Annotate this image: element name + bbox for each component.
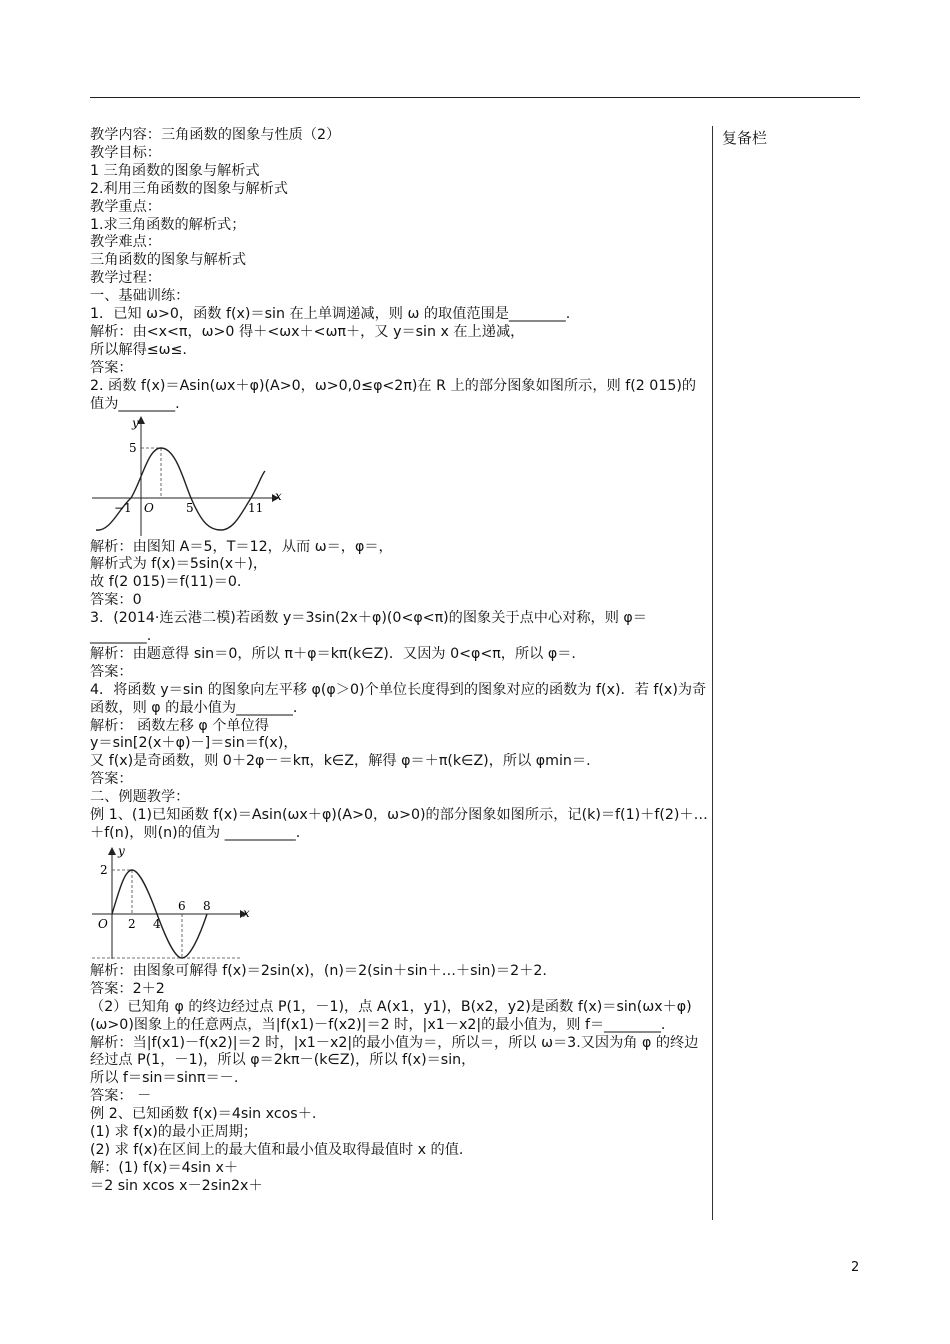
- example-1-answer: 答案：2＋2: [90, 980, 165, 997]
- x-axis-label: x: [275, 488, 282, 503]
- tick-5: 5: [186, 500, 194, 515]
- y-axis-arrow: [108, 847, 116, 855]
- tick-11: 11: [248, 500, 264, 515]
- example-2-question-1: (1) 求 f(x)的最小正周期；: [90, 1124, 258, 1141]
- sine-graph-figure-2: [90, 843, 260, 963]
- problem-3: 3．(2014·连云港二模)若函数 y＝3sin(2x＋φ)(0<φ<π)的图象关于点中心对称，则 φ＝________.: [90, 610, 647, 645]
- example-1-part-2: （2）已知角 φ 的终边经过点 P(1，－1)，点 A(x1，y1)，B(x2，y2)是函数 f(x)＝sin(ωx＋φ)(ω>0)图象上的任意两点，当|f(x1)－f(x2)|＝2 时，|x1－x2|的最小值为，则 f＝________.: [90, 998, 692, 1033]
- key-point-1: 1.求三角函数的解析式；: [90, 216, 246, 233]
- problem-2-answer: 答案：0: [90, 592, 142, 609]
- tick-neg1: −1: [114, 500, 132, 515]
- problem-4-answer: 答案：: [90, 771, 133, 788]
- lesson-content: [90, 127, 708, 1196]
- example-2: 例 2、已知函数 f(x)＝4sin xcos＋.: [90, 1106, 317, 1123]
- key-points-heading: 教学重点：: [90, 198, 161, 215]
- problem-2-solution-cont: 解析式为 f(x)＝5sin(x＋)，: [90, 556, 268, 573]
- problem-1-solution: 解析：由<x<π，ω>0 得＋<ωx＋<ωπ＋，又 y＝sin x 在上递减，: [90, 323, 525, 340]
- problem-2-solution-cont2: 故 f(2 015)＝f(11)＝0.: [90, 574, 242, 591]
- x-axis-label: x: [243, 905, 250, 920]
- problem-3-answer: 答案：: [90, 663, 133, 680]
- y-axis-label: y: [118, 843, 125, 858]
- tick-6: 6: [178, 898, 186, 913]
- example-1-part-2-solution: 解析：当|f(x1)－f(x2)|＝2 时，|x1－x2|的最小值为＝，所以＝，所以 ω＝3.又因为角 φ 的终边经过点 P(1，－1)，所以 φ＝2kπ－(k∈Z)，所以 f(x)＝sin，: [90, 1034, 699, 1069]
- lesson-title: 教学内容：三角函数的图象与性质（2）: [90, 127, 341, 143]
- origin-label: O: [98, 916, 108, 931]
- objective-1: 1 三角函数的图象与解析式: [90, 162, 260, 179]
- sine-graph-figure-1: [90, 414, 290, 539]
- example-1-part-2-answer: 答案： －: [90, 1088, 152, 1105]
- problem-2-solution: 解析：由图知 A＝5，T＝12，从而 ω＝，φ＝，: [90, 538, 393, 555]
- problem-3-solution: 解析：由题意得 sin＝0，所以 π＋φ＝kπ(k∈Z)．又因为 0<φ<π，所以 φ＝.: [90, 645, 576, 662]
- example-1-part-1: 例 1、(1)已知函数 f(x)＝Asin(ωx＋φ)(A>0，ω>0)的部分图象如图所示，记(k)＝f(1)＋f(2)＋…＋f(n)，则(n)的值为 __________.: [90, 807, 708, 841]
- y-axis-label: y: [132, 415, 139, 430]
- page-number: 2: [851, 1260, 860, 1275]
- problem-4: 4．将函数 y＝sin 的图象向左平移 φ(φ＞0)个单位长度得到的图象对应的函数为 f(x)．若 f(x)为奇函数，则 φ 的最小值为________.: [90, 681, 707, 716]
- amplitude-label: 5: [129, 440, 137, 455]
- problem-4-solution-cont2: 又 f(x)是奇函数，则 0＋2φ－＝kπ，k∈Z，解得 φ＝＋π(k∈Z)，所以 φmin＝.: [90, 753, 591, 770]
- objectives-heading: 教学目标：: [90, 144, 161, 161]
- column-divider: [712, 126, 713, 1220]
- process-heading: 教学过程：: [90, 270, 161, 287]
- example-2-solution-cont: ＝2 sin xcos x－2sin2x＋: [90, 1177, 263, 1194]
- example-1-part-2-solution-cont: 所以 f＝sin＝sinπ＝－.: [90, 1070, 239, 1087]
- tick-8: 8: [203, 898, 211, 913]
- problem-1-solution-cont: 所以解得≤ω≤.: [90, 341, 187, 358]
- problem-4-solution: 解析： 函数左移 φ 个单位得: [90, 717, 269, 734]
- example-2-solution: 解：(1) f(x)＝4sin x＋: [90, 1159, 239, 1176]
- example-1-solution: 解析：由图象可解得 f(x)＝2sin(x)，(n)＝2(sin＋sin＋…＋sin)＝2＋2.: [90, 962, 547, 979]
- sidebar-title: 复备栏: [722, 129, 768, 147]
- problem-4-solution-cont: y＝sin[2(x＋φ)－]＝sin＝f(x)，: [90, 735, 298, 752]
- header-rule: [90, 97, 860, 98]
- difficulty-heading: 教学难点：: [90, 234, 161, 251]
- objective-2: 2.利用三角函数的图象与解析式: [90, 180, 288, 197]
- difficulty-text: 三角函数的图象与解析式: [90, 252, 247, 269]
- section-basic-training: 一、基础训练：: [90, 288, 190, 305]
- tick-2: 2: [128, 916, 136, 931]
- sine-curve: [96, 448, 265, 530]
- amplitude-label: 2: [100, 862, 108, 877]
- tick-4: 4: [153, 916, 161, 931]
- origin-label: O: [144, 500, 154, 515]
- problem-1: 1．已知 ω>0，函数 f(x)＝sin 在上单调递减，则 ω 的取值范围是________.: [90, 306, 571, 323]
- section-examples: 二、例题教学：: [90, 789, 190, 806]
- example-2-question-2: (2) 求 f(x)在区间上的最大值和最小值及取得最值时 x 的值.: [90, 1141, 464, 1158]
- problem-1-answer: 答案：: [90, 359, 133, 376]
- problem-2: 2. 函数 f(x)＝Asin(ωx＋φ)(A>0，ω>0,0≤φ<2π)在 R 上的部分图象如图所示，则 f(2 015)的值为________.: [90, 377, 697, 412]
